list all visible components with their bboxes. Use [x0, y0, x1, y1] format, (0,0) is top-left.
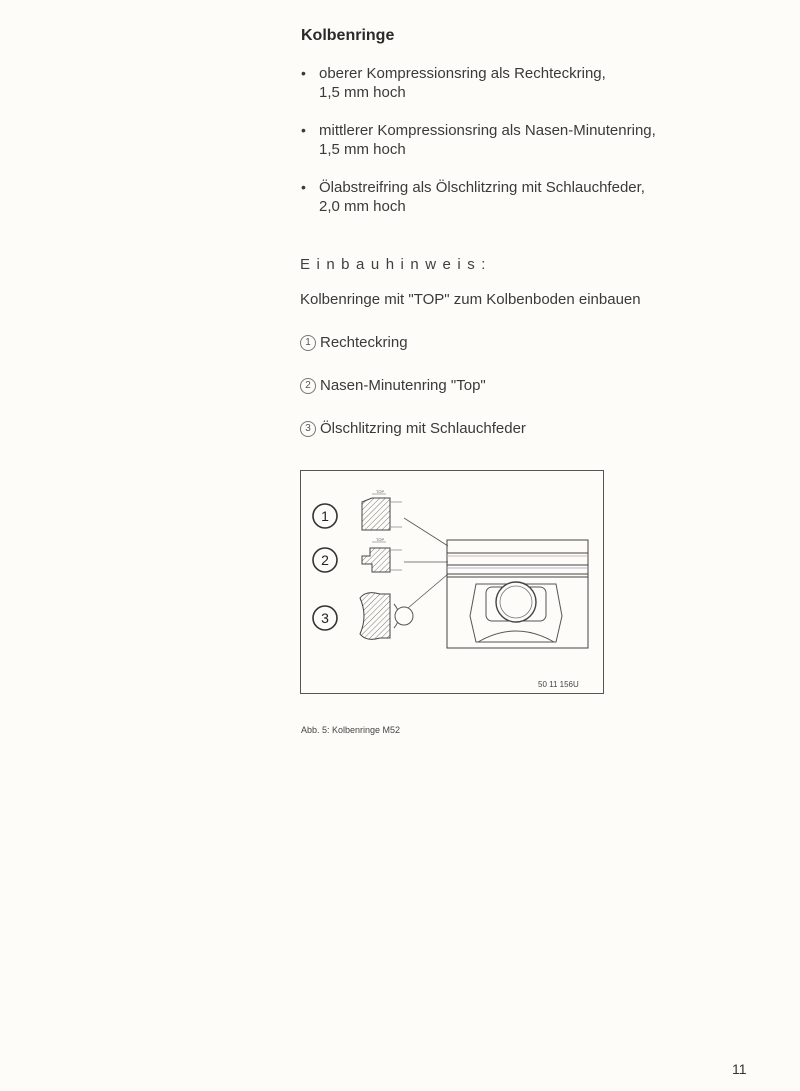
svg-text:3: 3: [321, 610, 329, 626]
bullet-icon: •: [301, 179, 306, 195]
svg-text:TOP: TOP: [376, 489, 385, 494]
drawing-code: 50 11 156U: [538, 680, 579, 689]
bullet-text-line1: oberer Kompressionsring als Rechteckring,: [319, 65, 606, 82]
ring-item-label: Ölschlitzring mit Schlauchfeder: [320, 420, 526, 437]
bullet-text-line1: mittlerer Kompressionsring als Nasen-Minutenring,: [319, 122, 656, 139]
bullet-text-line2: 2,0 mm hoch: [319, 198, 406, 215]
ring-item-label: Nasen-Minutenring "Top": [320, 377, 486, 394]
piston-rings-drawing: [300, 470, 604, 694]
section-heading: Kolbenringe: [301, 27, 395, 44]
svg-text:TOP: TOP: [376, 537, 385, 542]
circled-number: 3: [300, 421, 316, 437]
installation-note-label: Einbauhinweis:: [300, 256, 492, 273]
circled-number: 1: [300, 335, 316, 351]
bullet-icon: •: [301, 122, 306, 138]
bullet-text-line2: 1,5 mm hoch: [319, 84, 406, 101]
ring-spec-list: [300, 64, 656, 235]
svg-text:2: 2: [321, 552, 329, 568]
page-number: 11: [732, 1061, 747, 1077]
piston-rings-figure: [300, 470, 604, 694]
bullet-text-line1: Ölabstreifring als Ölschlitzring mit Schlauchfeder,: [319, 179, 645, 196]
bullet-icon: •: [301, 65, 306, 81]
installation-instruction: Kolbenringe mit "TOP" zum Kolbenboden einbauen: [300, 291, 641, 308]
bullet-text-line2: 1,5 mm hoch: [319, 141, 406, 158]
svg-text:1: 1: [321, 508, 329, 524]
list-item: [300, 64, 656, 102]
ring-item-2: [300, 377, 486, 394]
circled-number: 2: [300, 378, 316, 394]
ring-item-3: [300, 420, 526, 437]
ring-item-1: [300, 334, 408, 351]
ring-item-label: Rechteckring: [320, 334, 408, 351]
figure-frame: [301, 471, 604, 694]
list-item: [300, 178, 656, 216]
figure-caption: Abb. 5: Kolbenringe M52: [301, 725, 401, 735]
list-item: [300, 121, 656, 159]
